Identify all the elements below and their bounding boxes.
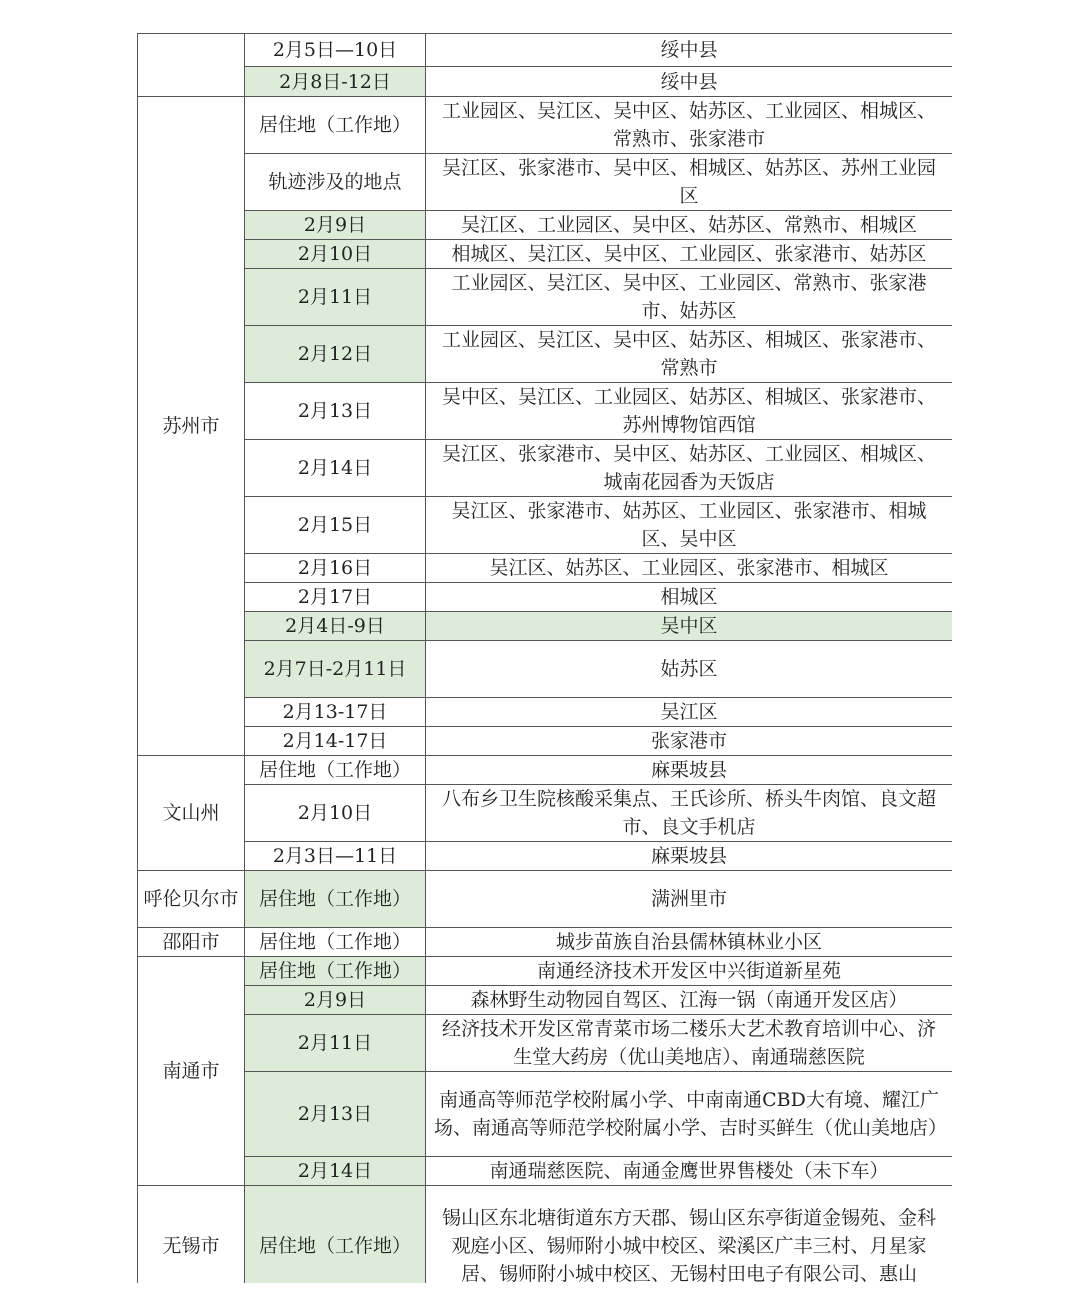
table-row xyxy=(138,67,953,97)
date-cell: 2月13日 xyxy=(245,1072,426,1157)
table-row xyxy=(138,1186,953,1284)
date-cell: 2月5日—10日 xyxy=(245,34,426,67)
places-cell: 吴江区 xyxy=(426,698,953,727)
date-cell: 2月13-17日 xyxy=(245,698,426,727)
table-row xyxy=(138,871,953,928)
places-cell: 经济技术开发区常青菜市场二楼乐大艺术教育培训中心、济生堂大药房（优山美地店）、南通瑞慈医院 xyxy=(426,1015,953,1072)
date-cell: 居住地（工作地） xyxy=(245,1186,426,1284)
places-cell: 吴江区、工业园区、吴中区、姑苏区、常熟市、相城区 xyxy=(426,211,953,240)
table-container xyxy=(137,33,952,1283)
table-row xyxy=(138,1072,953,1157)
date-cell: 2月13日 xyxy=(245,383,426,440)
date-cell: 轨迹涉及的地点 xyxy=(245,154,426,211)
city-cell xyxy=(138,34,245,97)
table-row xyxy=(138,1157,953,1186)
places-cell: 工业园区、吴江区、吴中区、工业园区、常熟市、张家港市、姑苏区 xyxy=(426,269,953,326)
itinerary-table xyxy=(137,33,952,1283)
date-cell: 2月11日 xyxy=(245,1015,426,1072)
table-row xyxy=(138,326,953,383)
date-cell: 居住地（工作地） xyxy=(245,928,426,957)
date-cell: 2月3日—11日 xyxy=(245,842,426,871)
city-cell: 文山州 xyxy=(138,756,245,871)
places-cell: 麻栗坡县 xyxy=(426,842,953,871)
table-row xyxy=(138,383,953,440)
table-row xyxy=(138,986,953,1015)
places-cell: 吴江区、张家港市、姑苏区、工业园区、张家港市、相城区、吴中区 xyxy=(426,497,953,554)
date-cell: 居住地（工作地） xyxy=(245,871,426,928)
places-cell: 麻栗坡县 xyxy=(426,756,953,785)
date-cell: 2月17日 xyxy=(245,583,426,612)
table-row xyxy=(138,727,953,756)
date-cell: 2月11日 xyxy=(245,269,426,326)
date-cell: 2月12日 xyxy=(245,326,426,383)
places-cell: 八布乡卫生院核酸采集点、王氏诊所、桥头牛肉馆、良文超市、良文手机店 xyxy=(426,785,953,842)
places-cell: 南通高等师范学校附属小学、中南南通CBD大有境、耀江广场、南通高等师范学校附属小学、吉时买鲜生（优山美地店） xyxy=(426,1072,953,1157)
table-row xyxy=(138,756,953,785)
places-cell: 相城区、吴江区、吴中区、工业园区、张家港市、姑苏区 xyxy=(426,240,953,269)
date-cell: 2月14日 xyxy=(245,440,426,497)
places-cell: 城步苗族自治县儒林镇林业小区 xyxy=(426,928,953,957)
table-row xyxy=(138,269,953,326)
city-cell: 苏州市 xyxy=(138,97,245,756)
places-cell: 南通经济技术开发区中兴街道新星苑 xyxy=(426,957,953,986)
table-row xyxy=(138,698,953,727)
date-cell: 2月14-17日 xyxy=(245,727,426,756)
table-row xyxy=(138,440,953,497)
city-cell: 呼伦贝尔市 xyxy=(138,871,245,928)
table-row xyxy=(138,785,953,842)
table-row xyxy=(138,583,953,612)
table-row xyxy=(138,211,953,240)
places-cell: 绥中县 xyxy=(426,67,953,97)
date-cell: 居住地（工作地） xyxy=(245,97,426,154)
table-row xyxy=(138,612,953,641)
table-row xyxy=(138,97,953,154)
places-cell: 绥中县 xyxy=(426,34,953,67)
table-row xyxy=(138,928,953,957)
places-cell: 森林野生动物园自驾区、江海一锅（南通开发区店） xyxy=(426,986,953,1015)
table-row xyxy=(138,641,953,698)
city-cell: 南通市 xyxy=(138,957,245,1186)
table-row xyxy=(138,1015,953,1072)
places-cell: 吴江区、张家港市、吴中区、相城区、姑苏区、苏州工业园区 xyxy=(426,154,953,211)
date-cell: 居住地（工作地） xyxy=(245,957,426,986)
places-cell: 相城区 xyxy=(426,583,953,612)
date-cell: 2月7日-2月11日 xyxy=(245,641,426,698)
table-row xyxy=(138,957,953,986)
table-row xyxy=(138,154,953,211)
itinerary-table-body xyxy=(138,34,953,1284)
date-cell: 2月14日 xyxy=(245,1157,426,1186)
places-cell: 吴江区、张家港市、吴中区、姑苏区、工业园区、相城区、城南花园香为天饭店 xyxy=(426,440,953,497)
table-row xyxy=(138,842,953,871)
places-cell: 张家港市 xyxy=(426,727,953,756)
places-cell: 锡山区东北塘街道东方天郡、锡山区东亭街道金锡苑、金科观庭小区、锡师附小城中校区、梁溪区广丰三村、月星家居、锡师附小城中校区、无锡村田电子有限公司、惠山 xyxy=(426,1186,953,1284)
date-cell: 2月4日-9日 xyxy=(245,612,426,641)
city-cell: 无锡市 xyxy=(138,1186,245,1284)
places-cell: 吴中区、吴江区、工业园区、姑苏区、相城区、张家港市、苏州博物馆西馆 xyxy=(426,383,953,440)
table-row xyxy=(138,240,953,269)
date-cell: 2月9日 xyxy=(245,211,426,240)
places-cell: 工业园区、吴江区、吴中区、姑苏区、相城区、张家港市、常熟市 xyxy=(426,326,953,383)
date-cell: 2月8日-12日 xyxy=(245,67,426,97)
table-row xyxy=(138,34,953,67)
places-cell: 南通瑞慈医院、南通金鹰世界售楼处（未下车） xyxy=(426,1157,953,1186)
date-cell: 2月9日 xyxy=(245,986,426,1015)
table-row xyxy=(138,497,953,554)
places-cell: 吴中区 xyxy=(426,612,953,641)
date-cell: 居住地（工作地） xyxy=(245,756,426,785)
date-cell: 2月10日 xyxy=(245,785,426,842)
date-cell: 2月10日 xyxy=(245,240,426,269)
places-cell: 吴江区、姑苏区、工业园区、张家港市、相城区 xyxy=(426,554,953,583)
city-cell: 邵阳市 xyxy=(138,928,245,957)
date-cell: 2月16日 xyxy=(245,554,426,583)
places-cell: 姑苏区 xyxy=(426,641,953,698)
date-cell: 2月15日 xyxy=(245,497,426,554)
table-row xyxy=(138,554,953,583)
places-cell: 满洲里市 xyxy=(426,871,953,928)
places-cell: 工业园区、吴江区、吴中区、姑苏区、工业园区、相城区、常熟市、张家港市 xyxy=(426,97,953,154)
